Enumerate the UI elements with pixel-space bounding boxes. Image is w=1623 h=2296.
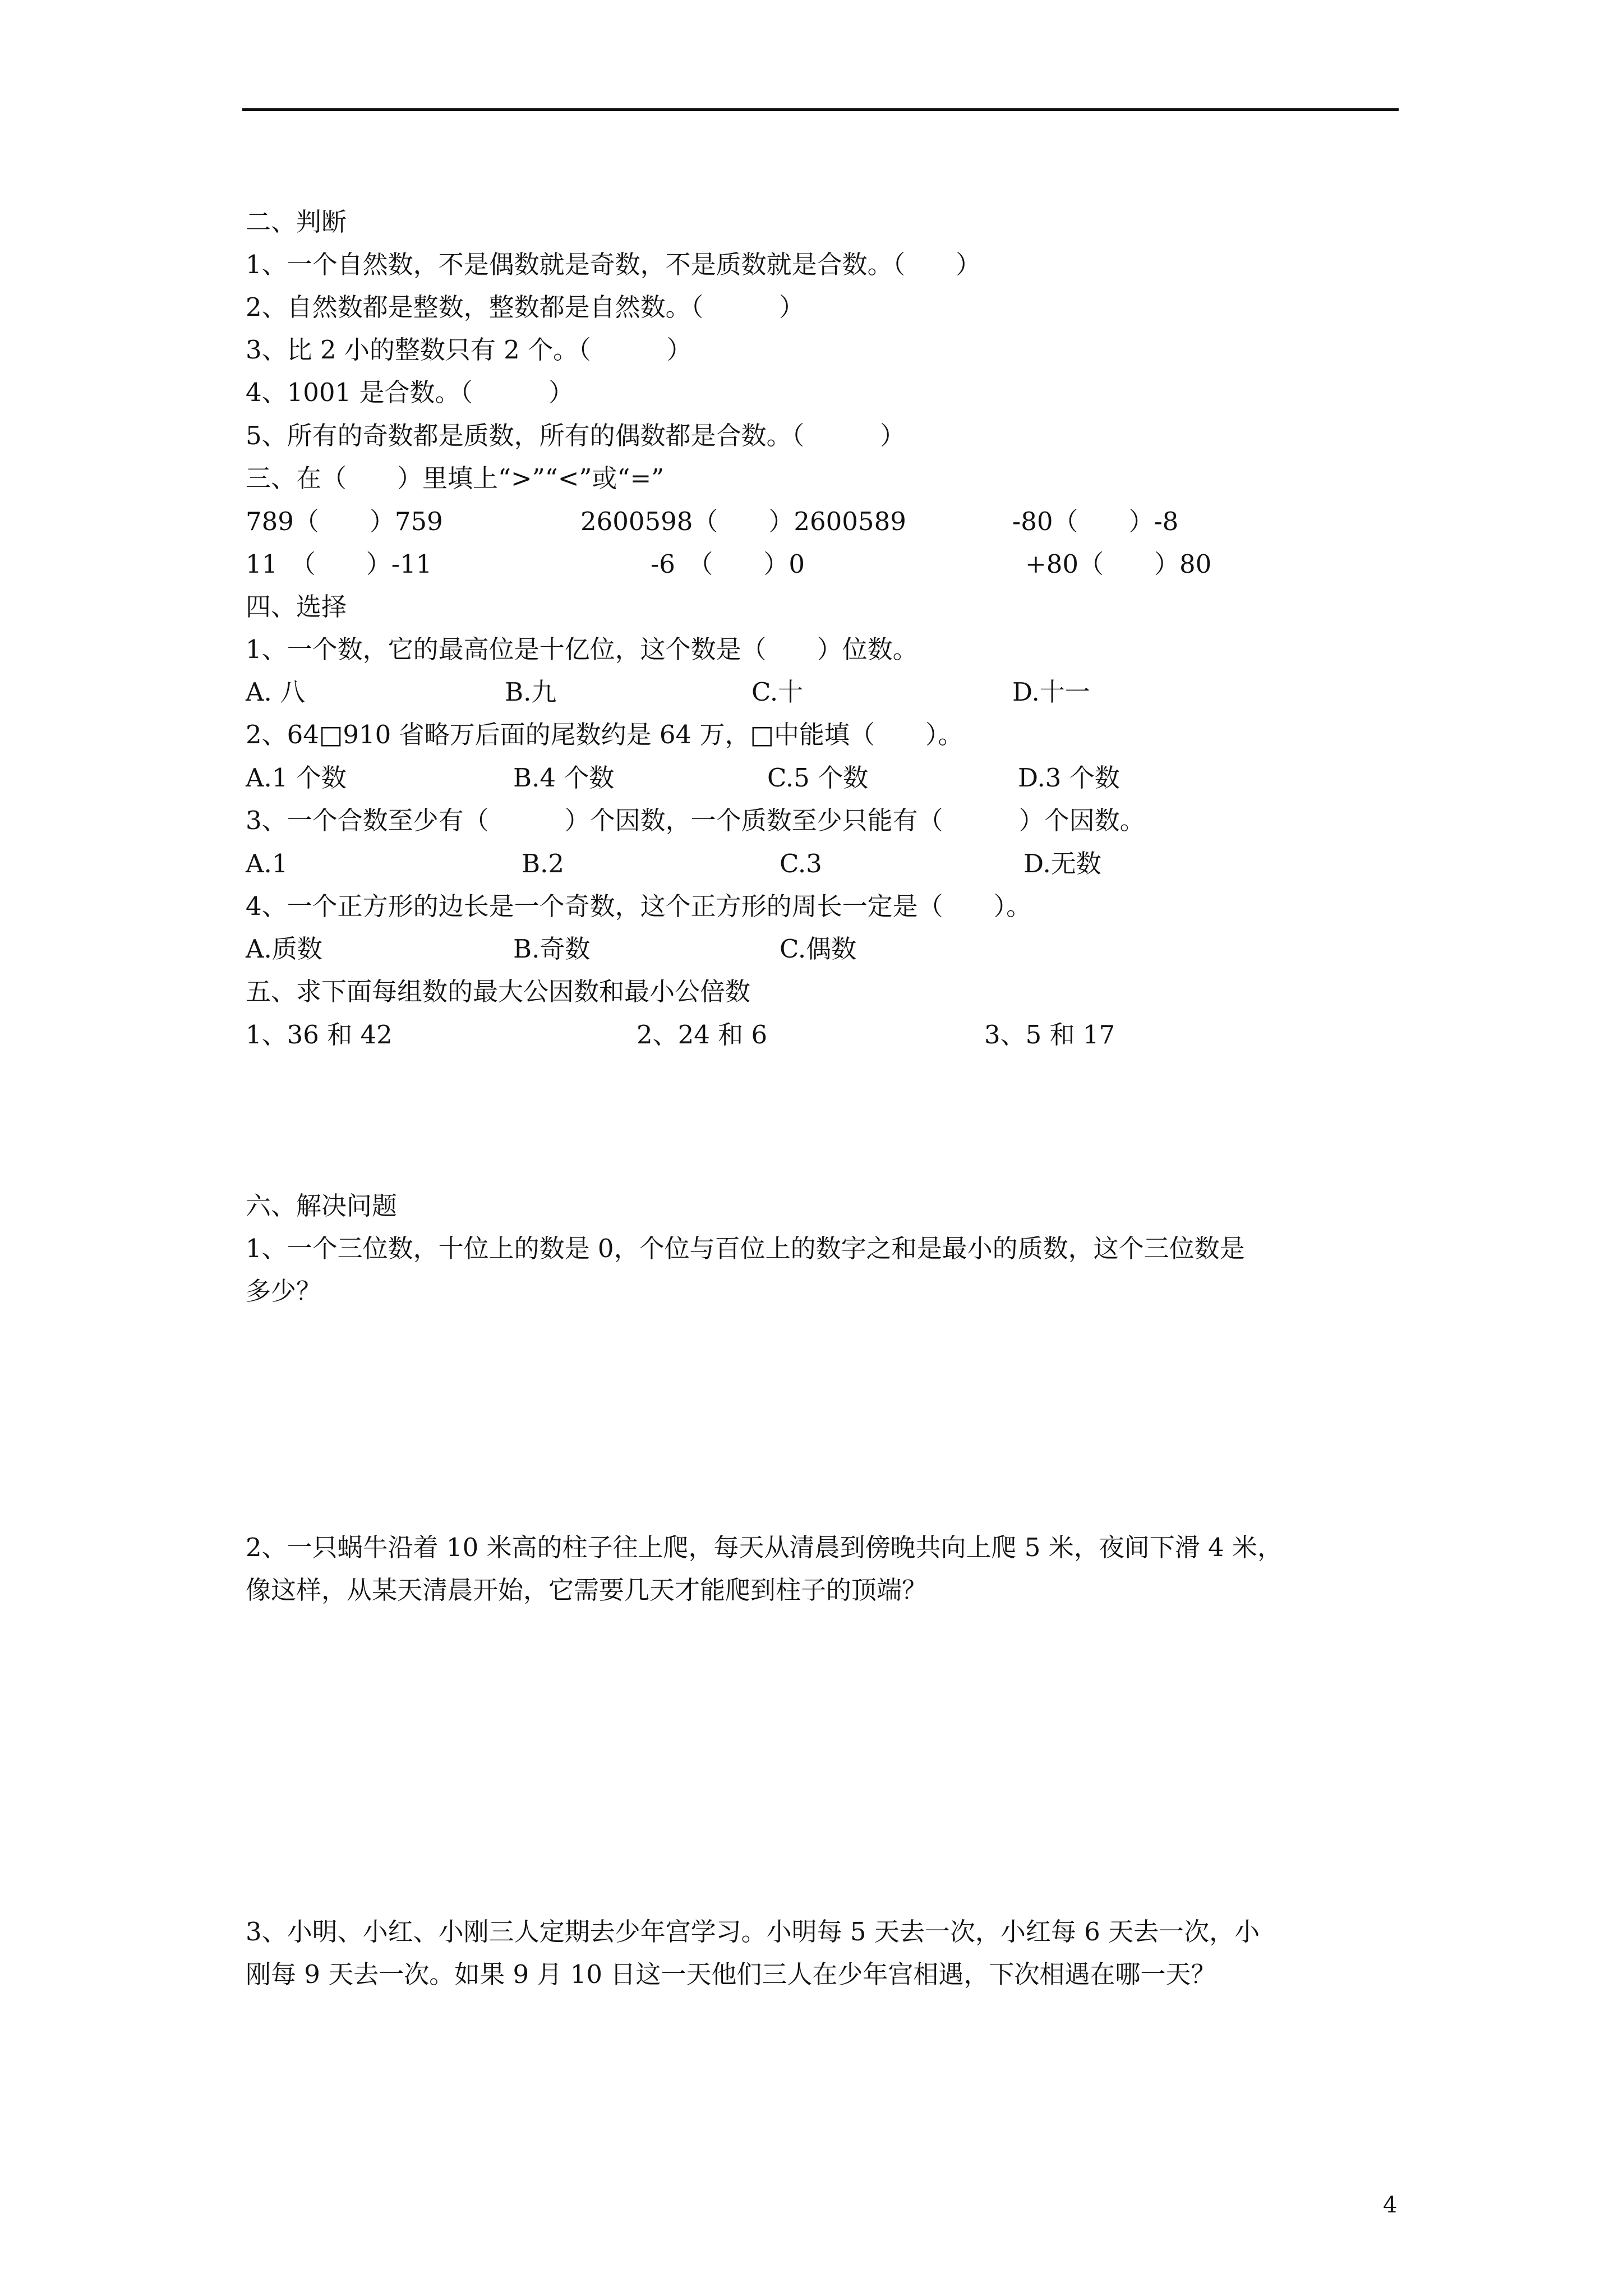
choice-option: B.奇数 — [513, 934, 591, 964]
compare-item: 789（ ）759 — [246, 507, 443, 536]
compare-item: +80（ ）80 — [1025, 549, 1212, 579]
choice-option: A. 八 — [246, 677, 306, 707]
choice-option: D.3 个数 — [1018, 763, 1120, 793]
judge-item-5: 5、所有的奇数都是质数，所有的偶数都是合数。（ ） — [246, 421, 906, 450]
judge-heading: 二、判断 — [246, 207, 347, 237]
problem-3-line-2: 刚每 9 天去一次。如果 9 月 10 日这一天他们三人在少年宫相遇，下次相遇在哪一天？ — [246, 1959, 1216, 1989]
header-rule — [242, 108, 1399, 111]
choice-option: C.偶数 — [780, 934, 857, 964]
judge-item-2: 2、自然数都是整数，整数都是自然数。（ ） — [246, 292, 805, 322]
choice-option: A.1 — [246, 849, 288, 878]
choice-question-2: 2、64□910 省略万后面的尾数约是 64 万，□中能填（ ）。 — [246, 720, 963, 749]
gcd-item: 3、5 和 17 — [984, 1020, 1115, 1050]
compare-heading: 三、在（ ）里填上“>”“<”或“=” — [246, 463, 665, 493]
judge-item-1: 1、一个自然数，不是偶数就是奇数，不是质数就是合数。（ ） — [246, 250, 981, 279]
choice-option: C.十 — [751, 677, 804, 707]
compare-item: -6 （ ）0 — [651, 549, 805, 579]
problems-heading: 六、解决问题 — [246, 1191, 398, 1221]
problem-1-line-1: 1、一个三位数，十位上的数是 0，个位与百位上的数字之和是最小的质数，这个三位数是 — [246, 1234, 1245, 1263]
gcd-item: 1、36 和 42 — [246, 1020, 393, 1050]
compare-item: -80（ ）-8 — [1012, 507, 1179, 536]
choice-question-4: 4、一个正方形的边长是一个奇数，这个正方形的周长一定是（ ）。 — [246, 891, 1032, 921]
choice-question-1: 1、一个数，它的最高位是十亿位，这个数是（ ）位数。 — [246, 634, 918, 664]
choice-question-3: 3、一个合数至少有（ ）个因数，一个质数至少只能有（ ）个因数。 — [246, 806, 1145, 835]
problem-2-line-1: 2、一只蜗牛沿着 10 米高的柱子往上爬，每天从清晨到傍晚共向上爬 5 米，夜间下滑 4 米， — [246, 1533, 1283, 1562]
choice-option: D.十一 — [1012, 677, 1090, 707]
choice-option: A.质数 — [246, 934, 322, 964]
choice-option: B.4 个数 — [513, 763, 615, 793]
gcd-item: 2、24 和 6 — [637, 1020, 768, 1050]
judge-item-4: 4、1001 是合数。（ ） — [246, 378, 574, 407]
choice-option: D.无数 — [1023, 849, 1101, 878]
choice-option: C.5 个数 — [767, 763, 869, 793]
choice-option: C.3 — [780, 849, 822, 878]
page-number: 4 — [1383, 2192, 1398, 2218]
choice-option: B.九 — [505, 677, 557, 707]
compare-item: 11 （ ）-11 — [246, 549, 432, 579]
problem-1-line-2: 多少？ — [246, 1276, 322, 1306]
gcd-heading: 五、求下面每组数的最大公因数和最小公倍数 — [246, 977, 751, 1006]
problem-2-line-2: 像这样，从某天清晨开始，它需要几天才能爬到柱子的顶端？ — [246, 1575, 928, 1605]
choice-option: B.2 — [522, 849, 565, 878]
problem-3-line-1: 3、小明、小红、小刚三人定期去少年宫学习。小明每 5 天去一次，小红每 6 天去一次，小 — [246, 1917, 1260, 1947]
choice-heading: 四、选择 — [246, 592, 347, 622]
choice-option: A.1 个数 — [246, 763, 347, 793]
compare-item: 2600598（ ）2600589 — [580, 507, 906, 536]
judge-item-3: 3、比 2 小的整数只有 2 个。（ ） — [246, 335, 692, 365]
